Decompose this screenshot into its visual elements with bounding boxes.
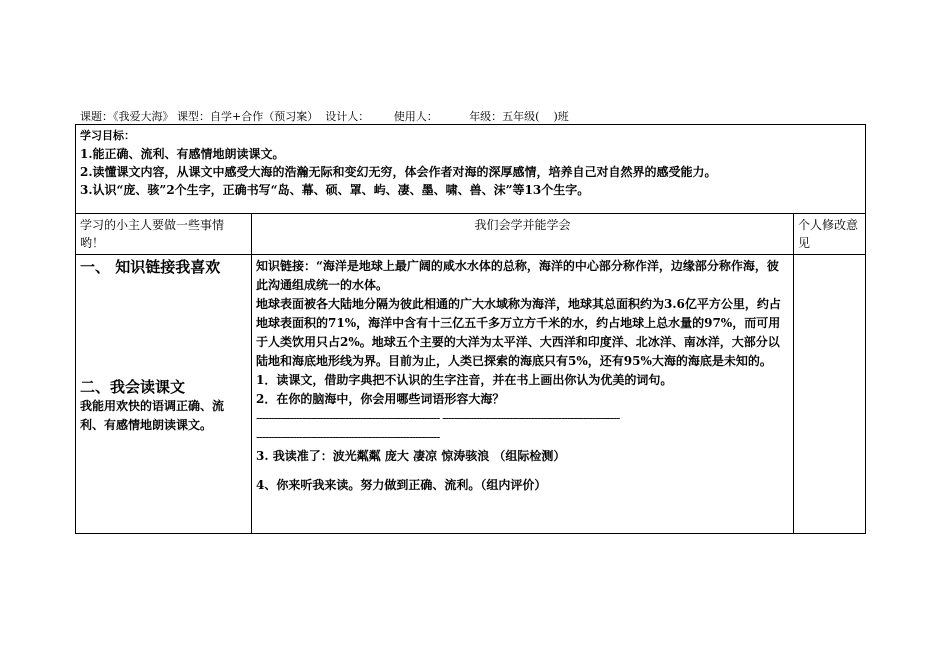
worksheet-header	[80, 108, 569, 124]
worksheet-table	[75, 124, 866, 534]
column-header-right: 个人修改意见	[794, 214, 866, 255]
designer-label: 设计人：	[325, 110, 370, 123]
goal-item-3: 3.认识“庞、骇”2个生字，正确书写“岛、幕、硕、罩、屿、凄、墨、啸、兽、沫”等13个生字。	[80, 183, 590, 197]
section-knowledge-title: 一、 知识链接我喜欢	[80, 258, 221, 276]
knowledge-paragraph-2: 地球表面被各大陆地分隔为彼此相通的广大水域称为海洋，地球其总面积约为3.6亿平方公里，约占地球表面积的71%，海洋中含有十三亿五千多万立方千米的水，约占地球上总水量的97%，而可用于人类饮用只占2%。地球五个主要的大洋为太平洋、大西洋和印度洋、北冰洋、南冰洋，大部分以陆地和海底地形线为界。目前为止，人类已探索的海底只有5%，还有95%大海的海底是未知的。	[256, 297, 781, 368]
task-4: 4、你来听我来读。努力做到正确、流利。（组内评价）	[256, 478, 547, 492]
column-header-middle: 我们会学并能学会	[252, 214, 794, 255]
middle-column	[252, 255, 794, 534]
course-label: 课题：《我爱大海》	[80, 110, 174, 123]
column-header-left: 学习的小主人要做一些事情哟！	[76, 214, 252, 255]
user-label: 使用人：	[393, 110, 438, 123]
goals-title: 学习目标：	[80, 129, 135, 142]
column-header-row	[76, 214, 866, 255]
knowledge-paragraph-1: 知识链接：“海洋是地球上最广阔的咸水水体的总称，海洋的中心部分称作洋，边缘部分称作海，彼此沟通组成统一的水体。	[256, 259, 779, 292]
task-2: 2．在你的脑海中，你会用哪些词语形容大海？	[256, 392, 505, 406]
goal-item-2: 2.读懂课文内容，从课文中感受大海的浩瀚无际和变幻无穷，体会作者对海的深厚感情，培养自己对自然界的感受能力。	[80, 165, 717, 179]
task-1: 1．读课文，借助字典把不认识的生字注音，并在书上画出你认为优美的词句。	[256, 373, 673, 387]
content-row	[76, 255, 866, 534]
answer-line-2: ------------------------------------------------------------	[256, 430, 440, 444]
lesson-type-label: 课型：自学+合作（预习案）	[177, 110, 319, 123]
answer-line-1: ------------------------------------------------------------ ----------------------------------------------------------	[256, 411, 620, 425]
goals-row	[76, 125, 866, 214]
goal-item-1: 1.能正确、流利、有感情地朗读课文。	[80, 147, 285, 161]
left-column	[76, 255, 252, 534]
task-3: 3. 我读准了：波光粼粼 庞大 凄凉 惊涛骇浪 （组际检测）	[256, 449, 566, 463]
section-reading-title: 二、我会读课文	[80, 378, 186, 396]
revision-column	[794, 255, 866, 534]
section-reading-body: 我能用欢快的语调正确、流利、有感情地朗读课文。	[80, 399, 225, 432]
grade-label: 年级：五年级( )班	[469, 110, 569, 123]
